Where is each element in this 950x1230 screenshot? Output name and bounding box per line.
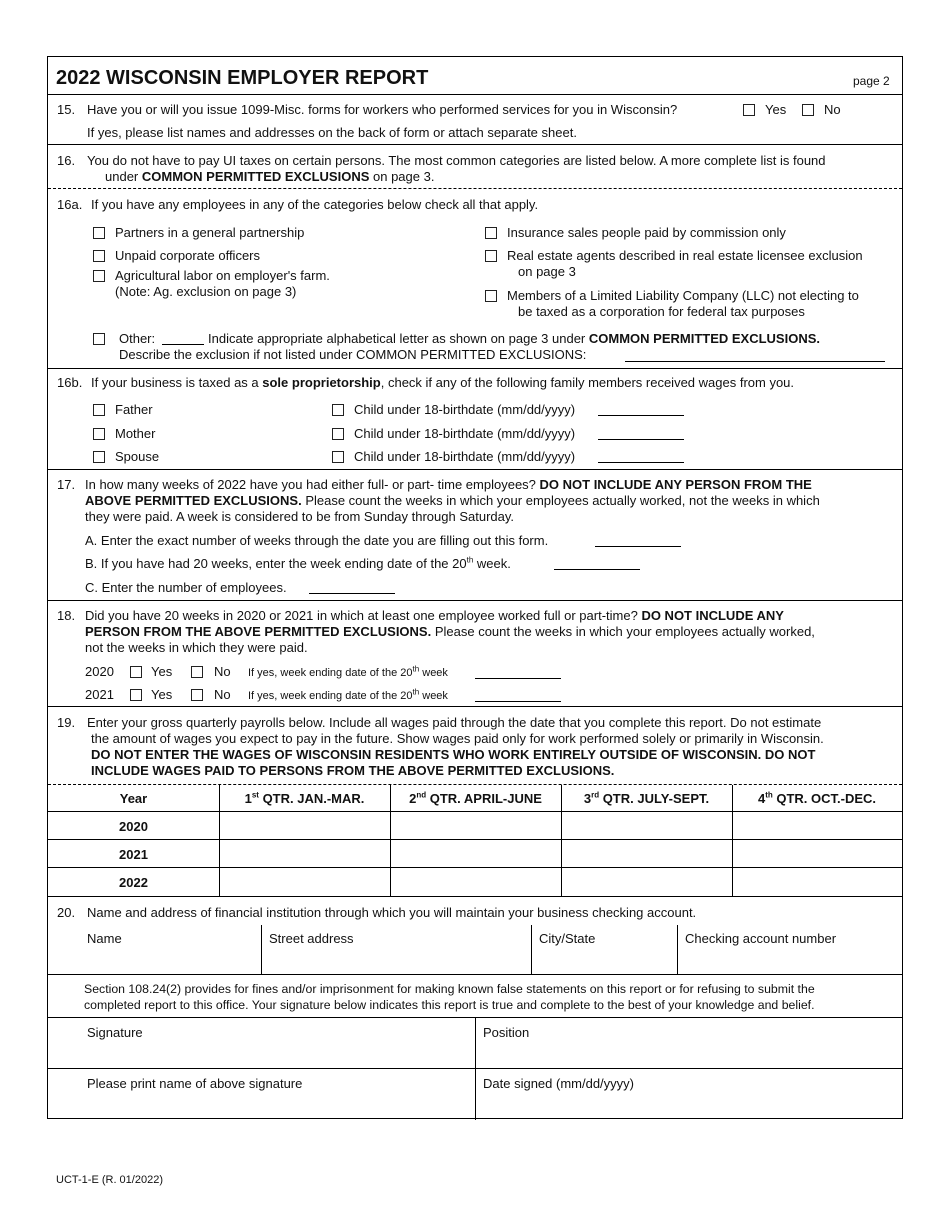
table-row <box>48 812 902 840</box>
q17-a: A. Enter the exact number of weeks through the date you are filling out this form. <box>85 533 549 548</box>
question-20 <box>48 896 902 974</box>
real-estate-label: Real estate agents described in real estate licensee exclusion <box>507 248 863 263</box>
q16b-number: 16b. <box>57 375 83 390</box>
q18-2020-yes-checkbox[interactable] <box>130 666 142 678</box>
father-checkbox[interactable] <box>93 404 105 416</box>
child-3-label: Child under 18-birthdate (mm/dd/yyyy) <box>354 449 576 464</box>
column-divider <box>261 925 262 975</box>
q20-text: Name and address of financial institution through which you will maintain your business checking account. <box>87 905 697 920</box>
year-2022-cell: 2022 <box>119 875 148 890</box>
q18-2021-yes-label: Yes <box>151 687 173 702</box>
column-divider <box>390 785 391 897</box>
signature-field[interactable]: Signature <box>87 1025 143 1040</box>
q17-number: 17. <box>57 477 76 492</box>
q16-line1: You do not have to pay UI taxes on certain persons. The most common categories are listed below. A more complete list is found <box>87 153 826 168</box>
q15-note: If yes, please list names and addresses on the back of form or attach separate sheet. <box>87 125 577 140</box>
date-signed-field[interactable]: Date signed (mm/dd/yyyy) <box>483 1076 634 1091</box>
other-checkbox[interactable] <box>93 333 105 345</box>
column-divider <box>531 925 532 975</box>
q19-line1: Enter your gross quarterly payrolls below. Include all wages paid through the date that you complete this report. Do not estimate <box>87 715 822 730</box>
column-divider <box>475 1018 476 1069</box>
bank-city-state-field[interactable]: City/State <box>539 931 596 946</box>
corporate-officers-label: Unpaid corporate officers <box>115 248 261 263</box>
child-1-birthdate-field[interactable] <box>598 415 684 416</box>
q18-2021-yes-checkbox[interactable] <box>130 689 142 701</box>
question-16 <box>48 144 902 188</box>
q15-text: Have you or will you issue 1099-Misc. forms for workers who performed services for you in Wisconsin? <box>87 102 678 117</box>
spouse-checkbox[interactable] <box>93 451 105 463</box>
page-title: 2022 WISCONSIN EMPLOYER REPORT <box>56 67 429 89</box>
q18-2020-no-label: No <box>214 664 231 679</box>
child-2-birthdate-field[interactable] <box>598 439 684 440</box>
question-16a <box>48 188 902 368</box>
q19-line2: the amount of wages you expect to pay in the future. Show wages paid only for work performed solely or primarily in Wisconsin. <box>91 731 824 746</box>
table-row <box>48 868 902 897</box>
ag-labor-checkbox[interactable] <box>93 270 105 282</box>
position-field[interactable]: Position <box>483 1025 530 1040</box>
other-describe-label: Describe the exclusion if not listed under COMMON PERMITTED EXCLUSIONS: <box>119 347 587 362</box>
child-1-label: Child under 18-birthdate (mm/dd/yyyy) <box>354 402 576 417</box>
bank-street-field[interactable]: Street address <box>269 931 354 946</box>
other-letter-field[interactable] <box>162 344 204 345</box>
real-estate-cont: on page 3 <box>518 264 576 279</box>
checking-account-field[interactable]: Checking account number <box>685 931 837 946</box>
q17-20th-week-field[interactable] <box>554 569 640 570</box>
father-label: Father <box>115 402 153 417</box>
column-divider <box>561 785 562 897</box>
q20-number: 20. <box>57 905 76 920</box>
q18-2020-week-field[interactable] <box>475 678 561 679</box>
q16-number: 16. <box>57 153 76 168</box>
other-instructions: Indicate appropriate alphabetical letter as shown on page 3 under COMMON PERMITTED EXCLUSIONS. <box>208 331 820 346</box>
bank-name-field[interactable]: Name <box>87 931 122 946</box>
q18-number: 18. <box>57 608 76 623</box>
q18-2021-week-label: If yes, week ending date of the 20th week <box>248 687 448 702</box>
q16a-number: 16a. <box>57 197 83 212</box>
year-column-header: Year <box>119 791 148 806</box>
ag-labor-label: Agricultural labor on employer's farm. <box>115 268 330 283</box>
q17-b: B. If you have had 20 weeks, enter the week ending date of the 20th week. <box>85 555 511 571</box>
mother-label: Mother <box>115 426 156 441</box>
q3-column-header: 3rd QTR. JULY-SEPT. <box>583 790 710 806</box>
column-divider <box>475 1069 476 1120</box>
child-3-checkbox[interactable] <box>332 451 344 463</box>
q19-line3: DO NOT ENTER THE WAGES OF WISCONSIN RESIDENTS WHO WORK ENTIRELY OUTSIDE OF WISCONSIN. DO NOT <box>91 747 816 762</box>
year-2021-cell: 2021 <box>119 847 148 862</box>
insurance-sales-label: Insurance sales people paid by commission only <box>507 225 786 240</box>
q18-year-2021: 2021 <box>85 687 114 702</box>
child-2-checkbox[interactable] <box>332 428 344 440</box>
q15-yes-label: Yes <box>765 102 787 117</box>
form-id: UCT-1-E (R. 01/2022) <box>56 1174 163 1186</box>
q18-line3: not the weeks in which they were paid. <box>85 640 308 655</box>
legal-line2: completed report to this office. Your signature below indicates this report is true and complete to the best of your knowledge and belief. <box>84 998 815 1012</box>
column-divider <box>732 785 733 897</box>
legal-line1: Section 108.24(2) provides for fines and/or imprisonment for making known false statements on this report or for refusing to submit the <box>84 982 815 996</box>
question-18 <box>48 600 902 706</box>
q15-no-checkbox[interactable] <box>802 104 814 116</box>
llc-checkbox[interactable] <box>485 290 497 302</box>
q18-2021-no-checkbox[interactable] <box>191 689 203 701</box>
q17-weeks-field[interactable] <box>595 546 681 547</box>
year-2020-cell: 2020 <box>119 819 148 834</box>
q18-year-2020: 2020 <box>85 664 114 679</box>
q4-column-header: 4th QTR. OCT.-DEC. <box>757 790 877 806</box>
ag-note: (Note: Ag. exclusion on page 3) <box>115 284 297 299</box>
q1-column-header: 1st QTR. JAN.-MAR. <box>244 790 365 806</box>
q18-2020-week-label: If yes, week ending date of the 20th week <box>248 664 448 679</box>
q17-line1: In how many weeks of 2022 have you had either full- or part- time employees? DO NOT INCLUDE ANY PERSON FROM THE <box>85 477 812 492</box>
other-describe-field[interactable] <box>625 361 885 362</box>
child-1-checkbox[interactable] <box>332 404 344 416</box>
q15-number: 15. <box>57 102 76 117</box>
page-number: page 2 <box>853 74 890 88</box>
corporate-officers-checkbox[interactable] <box>93 250 105 262</box>
child-3-birthdate-field[interactable] <box>598 462 684 463</box>
q19-number: 19. <box>57 715 76 730</box>
q16a-text: If you have any employees in any of the categories below check all that apply. <box>91 197 539 212</box>
llc-label: Members of a Limited Liability Company (LLC) not electing to <box>507 288 859 303</box>
mother-checkbox[interactable] <box>93 428 105 440</box>
q18-2021-week-field[interactable] <box>475 701 561 702</box>
question-19 <box>48 706 902 784</box>
question-16b <box>48 368 902 469</box>
q16-line2: under COMMON PERMITTED EXCLUSIONS on page 3. <box>105 169 435 184</box>
table-row <box>48 840 902 868</box>
q18-line1: Did you have 20 weeks in 2020 or 2021 in which at least one employee worked full or part-time? DO NOT INCLUDE ANY <box>85 608 784 623</box>
q18-2020-no-checkbox[interactable] <box>191 666 203 678</box>
q18-line2: PERSON FROM THE ABOVE PERMITTED EXCLUSIONS. Please count the weeks in which your employees actually worked, <box>85 624 815 639</box>
print-name-field[interactable]: Please print name of above signature <box>87 1076 303 1091</box>
q17-line2: ABOVE PERMITTED EXCLUSIONS. Please count the weeks in which your employees actually worked, not the weeks in which <box>85 493 820 508</box>
q19-line4: INCLUDE WAGES PAID TO PERSONS FROM THE ABOVE PERMITTED EXCLUSIONS. <box>91 763 615 778</box>
insurance-sales-checkbox[interactable] <box>485 227 497 239</box>
q17-line3: they were paid. A week is considered to be from Sunday through Saturday. <box>85 509 515 524</box>
employer-report-form <box>47 56 903 1119</box>
spouse-label: Spouse <box>115 449 160 464</box>
llc-cont: be taxed as a corporation for federal tax purposes <box>518 304 805 319</box>
q17-c: C. Enter the number of employees. <box>85 580 287 595</box>
column-divider <box>677 925 678 975</box>
q2-column-header: 2nd QTR. APRIL-JUNE <box>409 790 542 806</box>
payroll-header-row <box>48 785 902 812</box>
q15-no-label: No <box>824 102 841 117</box>
question-17 <box>48 469 902 600</box>
legal-notice <box>48 974 902 1017</box>
partners-checkbox[interactable] <box>93 227 105 239</box>
column-divider <box>219 785 220 897</box>
child-2-label: Child under 18-birthdate (mm/dd/yyyy) <box>354 426 576 441</box>
q17-employees-field[interactable] <box>309 593 395 594</box>
q15-yes-checkbox[interactable] <box>743 104 755 116</box>
q18-2021-no-label: No <box>214 687 231 702</box>
partners-label: Partners in a general partnership <box>115 225 305 240</box>
payroll-table <box>48 784 902 896</box>
question-15 <box>48 94 902 144</box>
signature-row <box>48 1017 902 1068</box>
other-label: Other: <box>119 331 156 346</box>
q18-2020-yes-label: Yes <box>151 664 173 679</box>
print-name-row <box>48 1068 902 1119</box>
q16b-text: If your business is taxed as a sole proprietorship, check if any of the following family members received wages from you. <box>91 375 795 390</box>
real-estate-checkbox[interactable] <box>485 250 497 262</box>
